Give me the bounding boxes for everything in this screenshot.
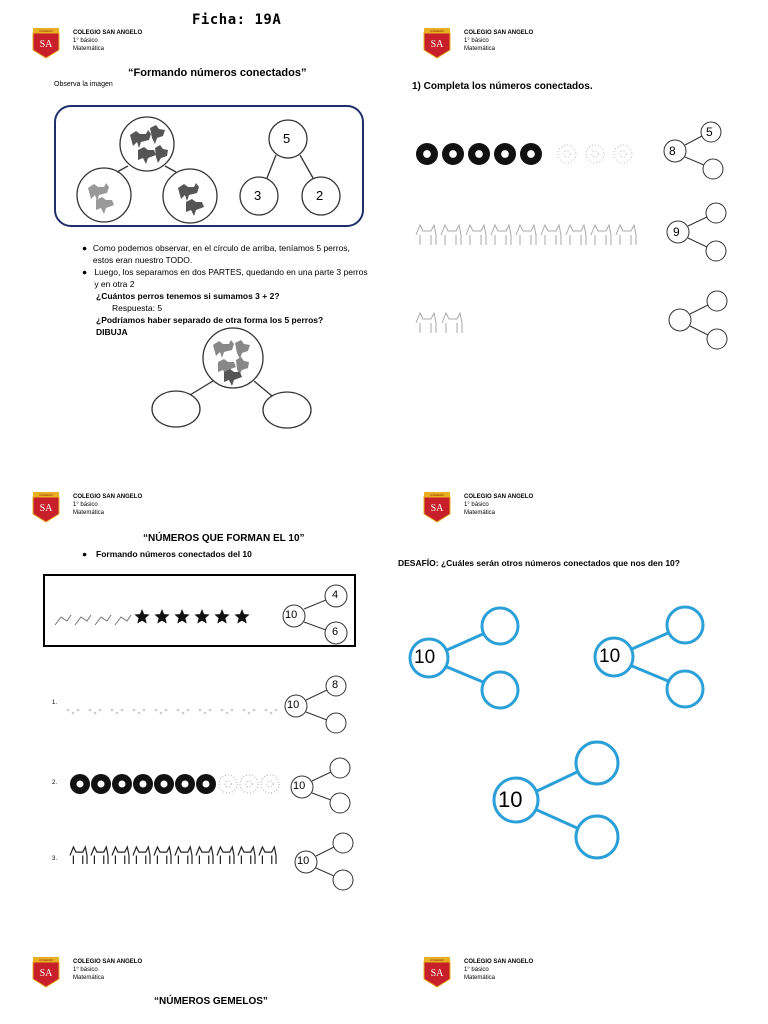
crest-top-text: COLEGIO xyxy=(430,29,444,33)
crest-top-text: COLEGIO xyxy=(39,958,53,962)
item2-whole: 10 xyxy=(293,780,306,792)
observe-label: Observa la imagen xyxy=(54,81,113,88)
sec3-subtitle-row: ● Formando números conectados del 10 xyxy=(82,549,252,559)
item1-whole: 10 xyxy=(287,699,300,711)
bond-right-number: 2 xyxy=(316,188,324,203)
crest-letters: SA xyxy=(430,39,444,50)
bullet-1: Como podemos observar, en el círculo de arriba, teníamos 5 perros, estos eran nuestro TODO. xyxy=(92,243,350,265)
example-whole: 10 xyxy=(285,609,298,621)
bond-left-number: 3 xyxy=(254,188,262,203)
item2-label: 2. xyxy=(52,780,58,786)
crest-letters: SA xyxy=(39,968,53,979)
row2-part: 9 xyxy=(673,225,680,239)
explanation: ● Como podemos observar, en el círculo de arriba, teníamos 5 perros, estos eran nuestro TODO. ● Luego, los separamos en dos PARTES, quedando en una parte 3 perros y en otra 2 ¿Cuántos perros tenemos si sumamos 3 + 2? Respuesta: 5 ¿Podríamos haber separado de otra forma los 5 perros? DIBUJA xyxy=(82,242,372,338)
school-grade: 1° básico xyxy=(73,38,98,44)
crest-letters: SA xyxy=(430,968,444,979)
bond-top-number: 5 xyxy=(283,131,291,146)
school-name: COLEGIO SAN ANGELO xyxy=(464,959,534,965)
school-grade: 1° básico xyxy=(464,38,489,44)
crest-top-text: COLEGIO xyxy=(39,493,53,497)
crest-top-text: COLEGIO xyxy=(39,29,53,33)
school-subject: Matemática xyxy=(73,46,105,52)
sec3-subtitle: Formando números conectados del 10 xyxy=(96,549,252,559)
bullet-2: Luego, los separamos en dos PARTES, quedando en una parte 3 perros y en otra 2 xyxy=(94,267,368,289)
crest-letters: SA xyxy=(430,503,444,514)
item3-whole: 10 xyxy=(297,855,310,867)
school-name: COLEGIO SAN ANGELO xyxy=(73,30,143,36)
school-grade: 1° básico xyxy=(73,502,98,508)
school-grade: 1° básico xyxy=(464,967,489,973)
crest-letters: SA xyxy=(39,503,53,514)
ficha-title: Ficha: 19A xyxy=(192,12,282,28)
school-subject: Matemática xyxy=(73,975,105,981)
draw-label: DIBUJA xyxy=(96,327,128,337)
item1-a: 8 xyxy=(332,679,339,691)
sec3-title: “NÚMEROS QUE FORMAN EL 10” xyxy=(143,533,305,544)
school-name: COLEGIO SAN ANGELO xyxy=(464,494,534,500)
challenge-bond-1: 10 xyxy=(414,647,436,668)
challenge-bond-3: 10 xyxy=(498,787,523,812)
sec1-title: “Formando números conectados” xyxy=(128,67,307,79)
row1-part: 8 xyxy=(669,144,676,158)
school-subject: Matemática xyxy=(464,46,496,52)
school-subject: Matemática xyxy=(464,510,496,516)
example-a: 4 xyxy=(332,589,339,601)
challenge-bond-2: 10 xyxy=(599,646,621,667)
school-subject: Matemática xyxy=(73,510,105,516)
crest-top-text: COLEGIO xyxy=(430,493,444,497)
crest-letters: SA xyxy=(39,39,53,50)
item1-label: 1. xyxy=(52,700,58,706)
row1-whole: 5 xyxy=(706,125,713,139)
example-b: 6 xyxy=(332,626,339,638)
school-name: COLEGIO SAN ANGELO xyxy=(73,959,143,965)
crest-top-text: COLEGIO xyxy=(430,958,444,962)
sec2-title: 1) Completa los números conectados. xyxy=(412,81,593,92)
sec5-title: “NÚMEROS GEMELOS” xyxy=(154,996,268,1007)
item3-label: 3. xyxy=(52,856,58,862)
sec4-title: DESAFÍO: ¿Cuáles serán otros números conectados que nos den 10? xyxy=(398,558,680,568)
school-name: COLEGIO SAN ANGELO xyxy=(73,494,143,500)
school-grade: 1° básico xyxy=(464,502,489,508)
answer: Respuesta: 5 xyxy=(112,303,163,313)
question-2: ¿Podríamos haber separado de otra forma los 5 perros? xyxy=(96,315,324,325)
school-subject: Matemática xyxy=(464,975,496,981)
question-1: ¿Cuántos perros tenemos si sumamos 3 + 2? xyxy=(96,291,280,301)
school-grade: 1° básico xyxy=(73,967,98,973)
school-name: COLEGIO SAN ANGELO xyxy=(464,30,534,36)
